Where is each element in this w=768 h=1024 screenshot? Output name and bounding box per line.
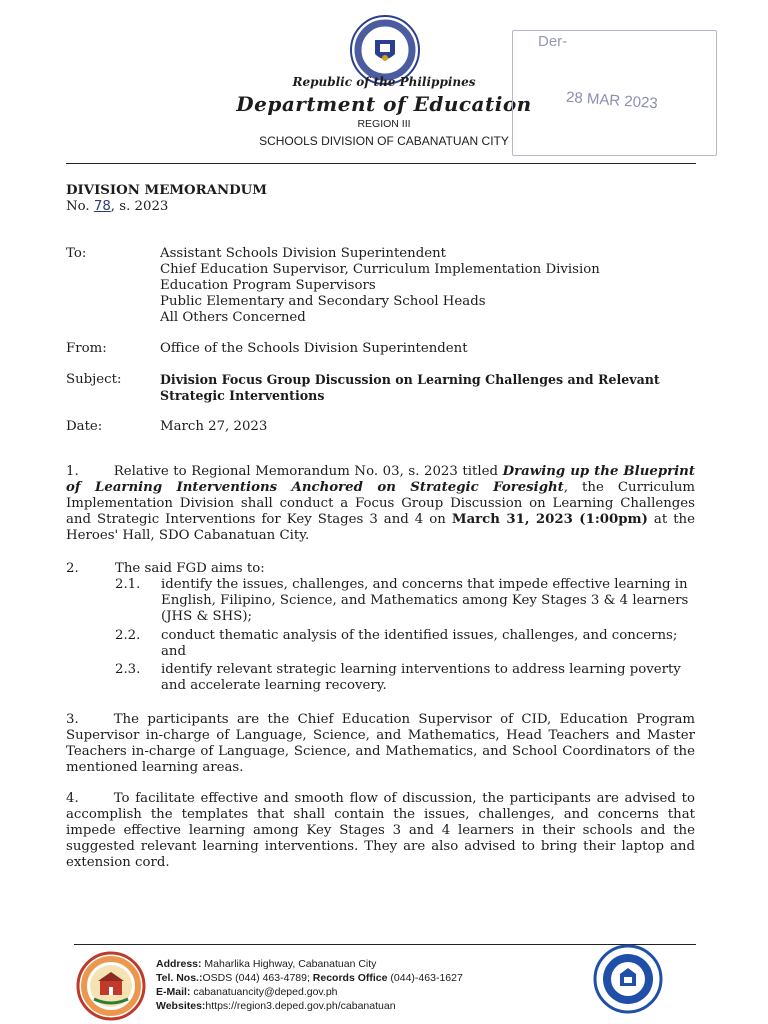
footer-website — [156, 999, 463, 1013]
republic-heading: Republic of the Philippines — [292, 75, 476, 89]
footer-address — [156, 957, 463, 971]
region-label: REGION III — [357, 118, 411, 130]
paragraph-1-text-b: , the Curriculum Implementation Division shall conduct a Focus Group Discussion on Learning Challenges and Strategic Interventions for Key Stages 3 and 4 on — [66, 480, 695, 527]
subject-line-2: Strategic Interventions — [160, 388, 325, 403]
paragraph-3-text: The participants are the Chief Education Supervisor of CID, Education Program Supervisor in-charge of Language, Science, and Mathematics, Head Teachers and Master Teachers in-charge of Language, Science, and Mathematics, and School Coordinators of the mentioned learning areas. — [66, 712, 695, 775]
memo-number-prefix: No. — [66, 199, 94, 214]
sdo-seal-icon — [76, 951, 146, 1021]
date-label: Date: — [66, 419, 103, 434]
paragraph-4-number: 4. — [66, 791, 79, 806]
email-label: E-Mail: — [156, 986, 191, 998]
to-line: Chief Education Supervisor, Curriculum Implementation Division — [160, 262, 600, 277]
footer-telephone — [156, 971, 463, 985]
aim-text: conduct thematic analysis of the identified issues, challenges, and concerns; — [161, 628, 678, 643]
header-divider — [66, 163, 696, 164]
from-label: From: — [66, 341, 107, 356]
stamp-date: 28 MAR 2023 — [565, 88, 659, 113]
to-line: Education Program Supervisors — [160, 278, 376, 293]
memo-type: DIVISION MEMORANDUM — [66, 183, 267, 198]
date-value: March 27, 2023 — [160, 419, 268, 434]
paragraph-1-date: March 31, 2023 (1:00pm) — [451, 512, 648, 527]
aim-text: English, Filipino, Science, and Mathematics among Key Stages 3 & 4 learners — [161, 593, 689, 608]
address-value: Maharlika Highway, Cabanatuan City — [201, 958, 377, 970]
paragraph-1-text-c: at the Heroes' Hall, SDO Cabanatuan City. — [66, 512, 695, 543]
tel-value-a: OSDS (044) 463-4789; — [202, 972, 313, 984]
footer-email — [156, 985, 463, 999]
to-line: Assistant Schools Division Superintendent — [160, 246, 447, 261]
email-value: cabanatuancity@deped.gov.ph — [190, 986, 338, 998]
aim-text: (JHS & SHS); — [161, 609, 252, 624]
aim-text: and accelerate learning recovery. — [161, 678, 387, 693]
paragraph-2-number: 2. — [66, 561, 79, 576]
paragraph-1-title: Drawing up the Blueprint of Learning Interventions Anchored on Strategic Foresight — [66, 464, 695, 495]
paragraph-4-text: To facilitate effective and smooth flow of discussion, the participants are advised to accomplish the templates that shall contain the issues, challenges, and concerns that impede effective learning among Key Stages 3 and 4 learners in their schools and the suggested relevant learning interventions. They are also advised to bring their laptop and extension cord. — [66, 791, 695, 870]
web-label: Websites: — [156, 1000, 206, 1012]
tel-value-b: (044)-463-1627 — [387, 972, 463, 984]
paragraph-1 — [66, 464, 695, 544]
paragraph-4 — [66, 791, 695, 871]
subject-line-1: Division Focus Group Discussion on Learning Challenges and Relevant — [160, 372, 660, 387]
aim-text: identify relevant strategic learning interventions to address learning poverty — [161, 662, 681, 677]
tel-records-label: Records Office — [312, 972, 388, 984]
aim-number: 2.3. — [115, 662, 141, 677]
subject-label: Subject: — [66, 372, 122, 387]
footer-contact — [156, 957, 463, 1013]
paragraph-3-number: 3. — [66, 712, 79, 727]
stamp-label: Der- — [538, 33, 568, 50]
to-line: All Others Concerned — [160, 310, 306, 325]
address-label: Address: — [156, 958, 202, 970]
to-label: To: — [66, 246, 87, 261]
aim-number: 2.1. — [115, 577, 141, 592]
department-heading: Department of Education — [236, 92, 532, 116]
memo-number-value: 78 — [93, 199, 111, 214]
paragraph-3 — [66, 712, 695, 776]
to-line: Public Elementary and Secondary School Heads — [160, 294, 486, 309]
from-value: Office of the Schools Division Superintendent — [160, 341, 468, 356]
aim-text: identify the issues, challenges, and concerns that impede effective learning in — [161, 577, 688, 592]
aim-number: 2.2. — [115, 628, 141, 643]
aim-text: and — [161, 644, 187, 659]
memo-number — [66, 199, 168, 215]
memo-number-suffix: , s. 2023 — [110, 199, 169, 214]
division-name: SCHOOLS DIVISION OF CABANATUAN CITY — [259, 134, 509, 148]
web-value: https://region3.deped.gov.ph/cabanatuan — [205, 1000, 396, 1012]
tel-label: Tel. Nos.: — [156, 972, 203, 984]
paragraph-2-intro: The said FGD aims to: — [115, 561, 265, 576]
paragraph-1-number: 1. — [66, 464, 79, 479]
paragraph-1-text-a: Relative to Regional Memorandum No. 03, s. 2023 titled — [113, 464, 503, 479]
iso-certification-icon — [593, 944, 663, 1014]
